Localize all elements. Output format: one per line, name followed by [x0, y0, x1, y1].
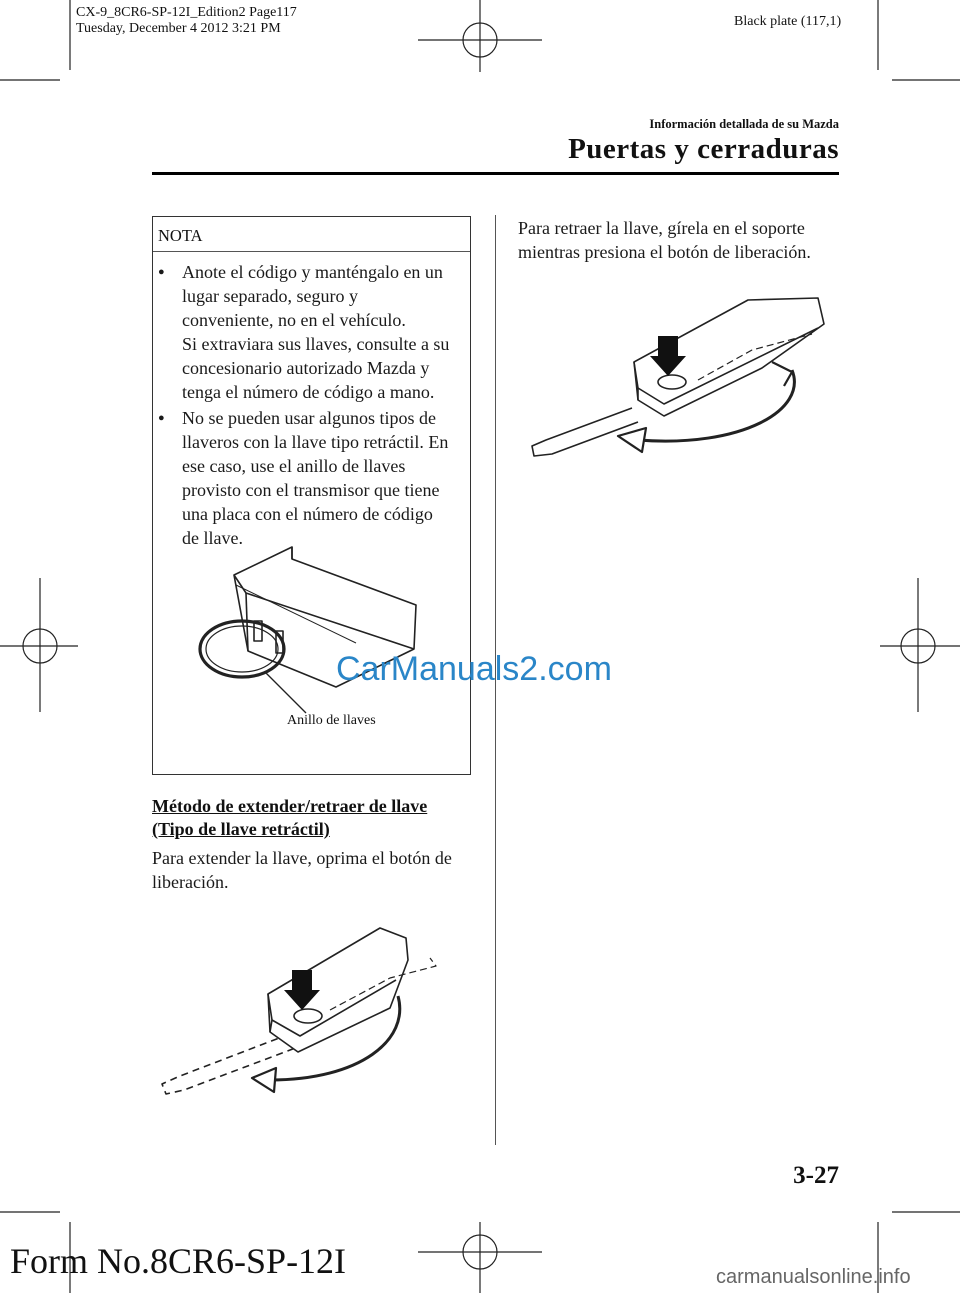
note-bullet-2	[158, 406, 463, 550]
retract-instruction-line2: mientras presiona el botón de liberación.	[518, 242, 811, 262]
header-rule	[152, 172, 839, 175]
note-line: Si extraviara sus llaves, consulte a su	[182, 334, 450, 354]
page-number: 3-27	[793, 1162, 839, 1189]
note-divider	[153, 251, 470, 252]
note-line: lugar separado, seguro y	[182, 286, 358, 306]
bullet-dot-icon: ●	[158, 412, 165, 424]
note-line: ese caso, use el anillo de llaves	[182, 456, 406, 476]
watermark-text: CarManuals2.com	[336, 650, 612, 688]
bullet-dot-icon: ●	[158, 266, 165, 278]
section-heading-line2: (Tipo de llave retráctil)	[152, 819, 330, 839]
note-line: No se pueden usar algunos tipos de	[182, 408, 436, 428]
extend-key-illustration	[160, 920, 460, 1110]
print-date-line: Tuesday, December 4 2012 3:21 PM	[76, 21, 281, 36]
note-line: tenga el número de código a mano.	[182, 382, 435, 402]
note-line: conveniente, no en el vehículo.	[182, 310, 406, 330]
footer-watermark: carmanualsonline.info	[716, 1266, 911, 1288]
section-heading-line1: Método de extender/retraer de llave	[152, 796, 428, 816]
note-line: concesionario autorizado Mazda y	[182, 358, 430, 378]
retract-instruction-line1: Para retraer la llave, gírela en el soporte	[518, 218, 805, 238]
header-subtitle: Información detallada de su Mazda	[649, 117, 839, 131]
print-doc-line: CX-9_8CR6-SP-12I_Edition2 Page117	[76, 5, 297, 20]
note-title: NOTA	[158, 226, 203, 245]
retract-key-illustration	[522, 290, 832, 470]
note-line: una placa con el número de código	[182, 504, 433, 524]
page-title: Puertas y cerraduras	[568, 133, 839, 165]
plate-label: Black plate (117,1)	[734, 14, 842, 29]
form-number: Form No.8CR6-SP-12I	[10, 1241, 347, 1281]
note-bullet-1	[158, 260, 463, 404]
note-line: Anote el código y manténgalo en un	[182, 262, 443, 282]
key-ring-caption: Anillo de llaves	[287, 713, 376, 728]
extend-instruction-line1: Para extender la llave, oprima el botón de	[152, 848, 452, 868]
note-line: provisto con el transmisor que tiene	[182, 480, 440, 500]
note-line: llaveros con la llave tipo retráctil. En	[182, 432, 449, 452]
note-line: de llave.	[182, 528, 243, 548]
extend-instruction-line2: liberación.	[152, 872, 229, 892]
